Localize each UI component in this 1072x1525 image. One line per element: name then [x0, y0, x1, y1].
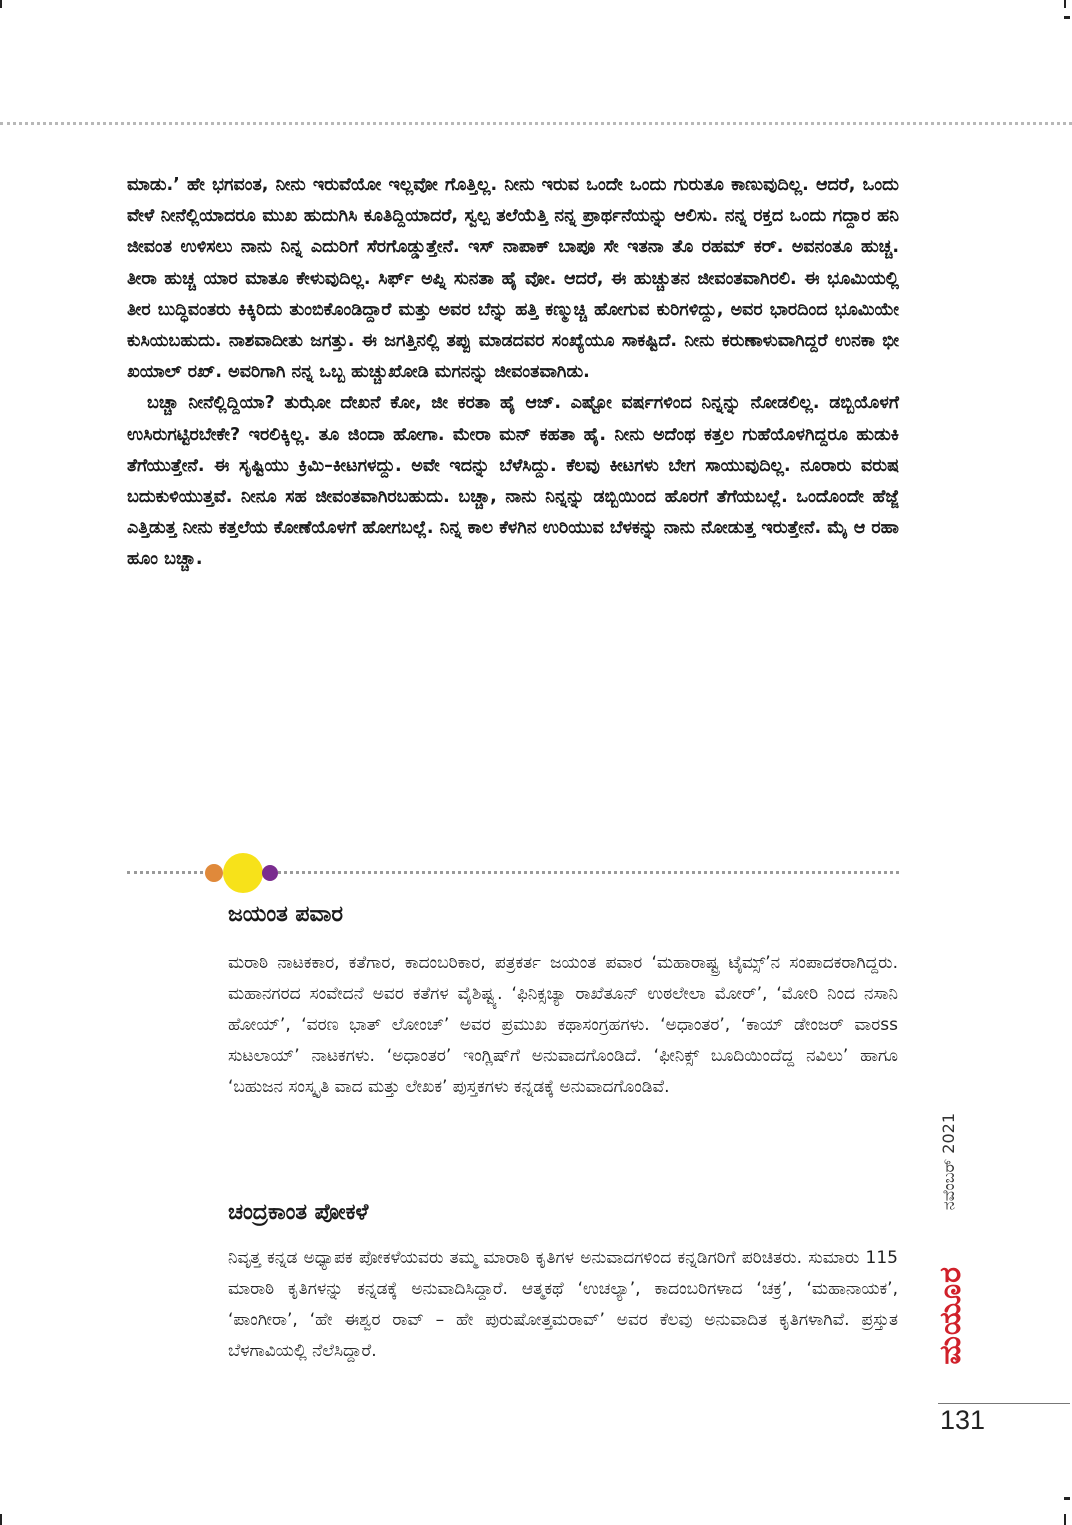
issue-date — [928, 1092, 968, 1232]
crop-mark-bottom-right — [1064, 1514, 1066, 1525]
story-paragraph-2: ಬಚ್ಚಾ ನೀನೆಲ್ಲಿದ್ದಿಯಾ? ತುಝೋ ದೇಖನೆ ಕೋ, ಜೀ ಕರತಾ ಹೈ ಆಜ್. ಎಷ್ಟೋ ವರ್ಷಗಳಿಂದ ನಿನ್ನನ್ನು ನೋಡಲಿಲ್ಲ. ಡಬ್ಬಿಯೊಳಗೆ ಉಸಿರುಗಟ್ಟಿರಬೇಕೇ? ಇರಲಿಕ್ಕಿಲ್ಲ. ತೂ ಜಿಂದಾ ಹೋಗಾ. ಮೇರಾ ಮನ್ ಕಹತಾ ಹೈ. ನೀನು ಅದೆಂಥ ಕತ್ತಲ ಗುಹೆಯೊಳಗಿದ್ದರೂ ಹುಡುಕಿ ತೆಗೆಯುತ್ತೇನೆ. ಈ ಸೃಷ್ಟಿಯು ಕ್ರಿಮಿ–ಕೀಟಗಳದ್ದು. ಅವೇ ಇದನ್ನು ಬೆಳೆಸಿದ್ದು. ಕೆಲವು ಕೀಟಗಳು ಬೇಗ ಸಾಯುವುದಿಲ್ಲ. ನೂರಾರು ವರುಷ ಬದುಕುಳಿಯುತ್ತವೆ. ನೀನೂ ಸಹ ಜೀವಂತವಾಗಿರಬಹುದು. ಬಚ್ಚಾ, ನಾನು ನಿನ್ನನ್ನು ಡಬ್ಬಿಯಿಂದ ಹೊರಗೆ ತೆಗೆಯಬಲ್ಲೆ. ಒಂದೊಂದೇ ಹೆಜ್ಜೆ ಎತ್ತಿಡುತ್ತ ನೀನು ಕತ್ತಲೆಯ ಕೋಣೆಯೊಳಗೆ ಹೋಗಬಲ್ಲೆ. ನಿನ್ನ ಕಾಲ ಕೆಳಗಿನ ಉರಿಯುವ ಬೆಳಕನ್ನು ನಾನು ನೋಡುತ್ತ ಇರುತ್ತೇನೆ. ಮೈ ಆ ರಹಾ ಹೂಂ ಬಚ್ಚಾ. — [127, 393, 899, 570]
story-text — [127, 170, 899, 576]
crop-mark-right-lower — [1064, 1497, 1070, 1500]
author-name-1: ಜಯಂತ ಪವಾರ — [228, 902, 344, 927]
purple-dot-icon — [262, 865, 278, 881]
page-number: 131 — [940, 1405, 986, 1435]
crop-mark-top-left — [0, 0, 2, 8]
crop-mark-bottom-left — [0, 1514, 2, 1525]
page-number-rule — [938, 1403, 1070, 1404]
magazine-logo-text: ಮಯೂರ — [932, 1265, 968, 1365]
author-bio-2: ನಿವೃತ್ತ ಕನ್ನಡ ಅಧ್ಯಾಪಕ ಪೋಕಳೆಯವರು ತಮ್ಮ ಮಾರಾಠಿ ಕೃತಿಗಳ ಅನುವಾದಗಳಿಂದ ಕನ್ನಡಿಗರಿಗೆ ಪರಿಚಿತರು. ಸುಮಾರು 115 ಮಾರಾಠಿ ಕೃತಿಗಳನ್ನು ಕನ್ನಡಕ್ಕೆ ಅನುವಾದಿಸಿದ್ದಾರೆ. ಆತ್ಮಕಥೆ ‘ಉಚಲ್ಯಾ’, ಕಾದಂಬರಿಗಳಾದ ‘ಚಕ್ರ’, ‘ಮಹಾನಾಯಕ’, ‘ಪಾಂಗೀರಾ’, ‘ಹೇ ಈಶ್ವರ ರಾವ್ – ಹೇ ಪುರುಷೋತ್ತಮರಾವ್’ ಅವರ ಕೆಲವು ಅನುವಾದಿತ ಕೃತಿಗಳಾಗಿವೆ. ಪ್ರಸ್ತುತ ಬೆಳಗಾವಿಯಲ್ಲಿ ನೆಲೆಸಿದ್ದಾರೆ. — [228, 1248, 898, 1361]
story-paragraph-1: ಮಾಡು.’ ಹೇ ಭಗವಂತ, ನೀನು ಇರುವೆಯೋ ಇಲ್ಲವೋ ಗೊತ್ತಿಲ್ಲ. ನೀನು ಇರುವ ಒಂದೇ ಒಂದು ಗುರುತೂ ಕಾಣುವುದಿಲ್ಲ. ಆದರೆ, ಒಂದು ವೇಳೆ ನೀನೆಲ್ಲಿಯಾದರೂ ಮುಖ ಹುದುಗಿಸಿ ಕೂತಿದ್ದಿಯಾದರೆ, ಸ್ವಲ್ಪ ತಲೆಯೆತ್ತಿ ನನ್ನ ಪ್ರಾರ್ಥನೆಯನ್ನು ಆಲಿಸು. ನನ್ನ ರಕ್ತದ ಒಂದು ಗದ್ದಾರ ಹನಿ ಜೀವಂತ ಉಳಿಸಲು ನಾನು ನಿನ್ನ ಎದುರಿಗೆ ಸೆರಗೊಡ್ಡುತ್ತೇನೆ. ಇಸ್ ನಾಪಾಕ್ ಬಾಪೂ ಸೇ ಇತನಾ ತೊ ರಹಮ್ ಕರ್. ಅವನಂತೂ ಹುಚ್ಚ. ತೀರಾ ಹುಚ್ಚ ಯಾರ ಮಾತೂ ಕೇಳುವುದಿಲ್ಲ. ಸಿರ್ಫ್ ಅಪ್ನಿ ಸುನತಾ ಹೈ ವೋ. ಆದರೆ, ಈ ಹುಚ್ಚುತನ ಜೀವಂತವಾಗಿರಲಿ. ಈ ಭೂಮಿಯಲ್ಲಿ ತೀರ ಬುದ್ಧಿವಂತರು ಕಿಕ್ಕಿರಿದು ತುಂಬಿಕೊಂಡಿದ್ದಾರೆ ಮತ್ತು ಅವರ ಬೆನ್ನು ಹತ್ತಿ ಕಣ್ಮುಚ್ಚಿ ಹೋಗುವ ಕುರಿಗಳಿದ್ದು, ಅವರ ಭಾರದಿಂದ ಭೂಮಿಯೇ ಕುಸಿಯಬಹುದು. ನಾಶವಾದೀತು ಜಗತ್ತು. ಈ ಜಗತ್ತಿನಲ್ಲಿ ತಪ್ಪು ಮಾಡದವರ ಸಂಖ್ಯೆಯೂ ಸಾಕಷ್ಟಿದೆ. ನೀನು ಕರುಣಾಳುವಾಗಿದ್ದರೆ ಉನಕಾ ಭೀ ಖಯಾಲ್ ರಖ್. ಅವರಿಗಾಗಿ ನನ್ನ ಒಬ್ಬ ಹುಚ್ಚುಖೋಡಿ ಮಗನನ್ನು ಜೀವಂತವಾಗಿಡು. — [127, 175, 899, 383]
section-divider — [127, 853, 899, 893]
issue-date-text: ನವೆಂಬರ್ 2021 — [938, 1113, 958, 1211]
crop-mark-top-right — [1064, 0, 1066, 8]
top-dotted-rule — [0, 122, 1072, 125]
yellow-dot-icon — [223, 853, 263, 893]
author-name-2: ಚಂದ್ರಕಾಂತ ಪೋಕಳೆ — [228, 1200, 369, 1225]
author-bio-1: ಮರಾಠಿ ನಾಟಕಕಾರ, ಕತೆಗಾರ, ಕಾದಂಬರಿಕಾರ, ಪತ್ರಕರ್ತ ಜಯಂತ ಪವಾರ ‘ಮಹಾರಾಷ್ಟ್ರ ಟೈಮ್ಸ್’ನ ಸಂಪಾದಕರಾಗಿದ್ದರು. ಮಹಾನಗರದ ಸಂವೇದನೆ ಅವರ ಕತೆಗಳ ವೈಶಿಷ್ಟ್ಯ. ‘ಫಿನಿಕ್ಸಚ್ಯಾ ರಾಖೆತೂನ್ ಉಠಲೇಲಾ ಮೋರ್’, ‘ಮೋರಿ ನಿಂದ ನಸಾನಿ ಹೋಯ್’, ‘ವರಣ ಭಾತ್ ಲೋಂಚ್’ ಅವರ ಪ್ರಮುಖ ಕಥಾಸಂಗ್ರಹಗಳು. ‘ಅಧಾಂತರ’, ‘ಕಾಯ್ ಡೇಂಜರ್ ವಾರss ಸುಟಲಾಯ್’ ನಾಟಕಗಳು. ‘ಅಧಾಂತರ’ ಇಂಗ್ಲಿಷ್‌ಗೆ ಅನುವಾದಗೊಂಡಿದೆ. ‘ಫೀನಿಕ್ಸ್ ಬೂದಿಯಿಂದೆದ್ದ ನವಿಲು’ ಹಾಗೂ ‘ಬಹುಜನ ಸಂಸ್ಕೃತಿ ವಾದ ಮತ್ತು ಲೇಖಕ’ ಪುಸ್ತಕಗಳು ಕನ್ನಡಕ್ಕೆ ಅನುವಾದಗೊಂಡಿವೆ. — [228, 953, 898, 1097]
crop-mark-right-upper — [1064, 16, 1070, 19]
magazine-logo — [928, 1240, 972, 1390]
orange-dot-icon — [205, 864, 223, 882]
